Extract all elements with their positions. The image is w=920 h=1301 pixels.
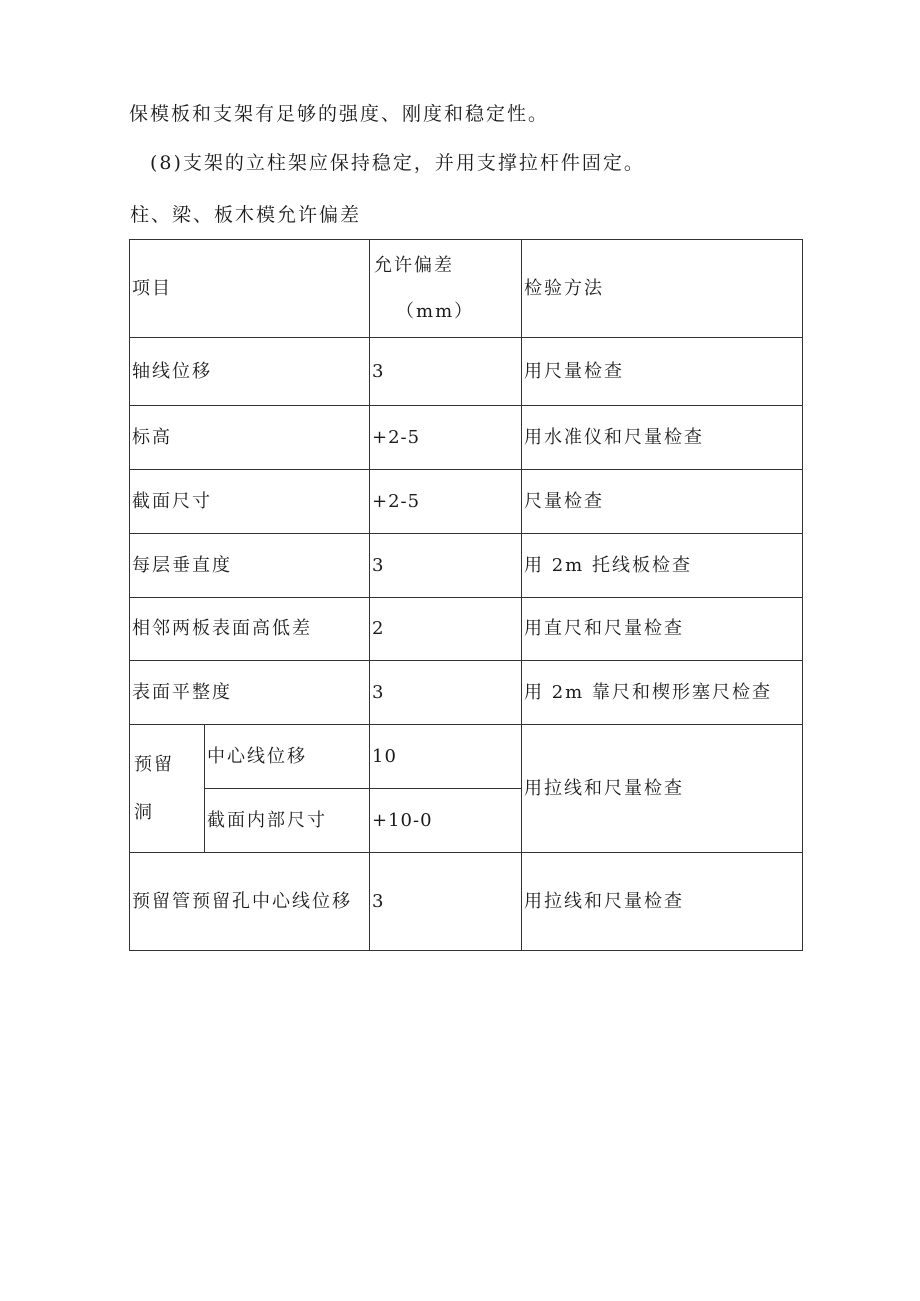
table-caption: 柱、梁、板木模允许偏差 — [130, 204, 362, 226]
table-row — [130, 406, 803, 470]
header-tolerance — [370, 240, 522, 338]
row-tolerance: +2-5 — [370, 470, 522, 534]
row-item: 预留管预留孔中心线位移 — [130, 853, 370, 951]
table-row — [130, 853, 803, 951]
row-tolerance: +2-5 — [370, 406, 522, 470]
reserved-hole-label-1: 预留 — [134, 753, 174, 775]
header-tolerance-unit: （mm） — [396, 300, 475, 322]
row-method: 尺量检查 — [522, 470, 803, 534]
header-tolerance-label: 允许偏差 — [374, 254, 454, 276]
row-method: 用拉线和尺量检查 — [522, 853, 803, 951]
header-method: 检验方法 — [522, 240, 803, 338]
row-method: 用直尺和尺量检查 — [522, 598, 803, 661]
row-method: 用水准仪和尺量检查 — [522, 406, 803, 470]
row-item: 轴线位移 — [130, 338, 370, 406]
row-item: 表面平整度 — [130, 661, 370, 725]
row-tolerance: 3 — [370, 853, 522, 951]
header-item: 项目 — [130, 240, 370, 338]
table-row — [130, 534, 803, 598]
row-item: 中心线位移 — [205, 725, 370, 789]
row-tolerance: 2 — [370, 598, 522, 661]
table-row — [130, 661, 803, 725]
row-tolerance: 3 — [370, 661, 522, 725]
tolerance-table — [129, 239, 803, 951]
row-item: 每层垂直度 — [130, 534, 370, 598]
row-tolerance: 10 — [370, 725, 522, 789]
row-tolerance: 3 — [370, 338, 522, 406]
body-paragraph-2: (8)支架的立柱架应保持稳定，并用支撑拉杆件固定。 — [150, 152, 645, 174]
row-item: 截面尺寸 — [130, 470, 370, 534]
row-method: 用尺量检查 — [522, 338, 803, 406]
row-item: 截面内部尺寸 — [205, 789, 370, 853]
reserved-hole-group — [130, 725, 205, 853]
row-item: 标高 — [130, 406, 370, 470]
row-method: 用 2m 托线板检查 — [522, 534, 803, 598]
table-row-reserved-hole-center — [130, 725, 803, 789]
table-row — [130, 470, 803, 534]
reserved-hole-label-2: 洞 — [134, 801, 154, 823]
table-row — [130, 598, 803, 661]
row-method: 用 2m 靠尺和楔形塞尺检查 — [522, 661, 803, 725]
row-method: 用拉线和尺量检查 — [522, 725, 803, 853]
table-row — [130, 338, 803, 406]
row-tolerance: +10-0 — [370, 789, 522, 853]
row-item: 相邻两板表面高低差 — [130, 598, 370, 661]
body-paragraph-1: 保模板和支架有足够的强度、刚度和稳定性。 — [129, 103, 550, 125]
table-header-row — [130, 240, 803, 338]
row-tolerance: 3 — [370, 534, 522, 598]
